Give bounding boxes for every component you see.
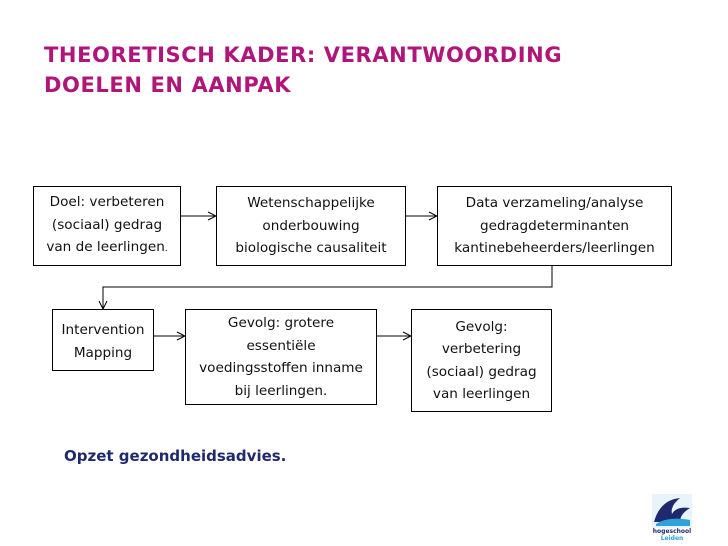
slide-title-line-2: DOELEN EN AANPAK bbox=[44, 73, 292, 97]
slide-title-line-1: THEORETISCH KADER: VERANTWOORDING bbox=[44, 43, 563, 67]
logo-place: Leiden bbox=[660, 535, 684, 542]
flow-box-data-collection: Data verzameling/analyse gedragdeterminanten kantinebeheerders/leerlingen bbox=[437, 186, 672, 266]
logo-text bbox=[640, 528, 704, 542]
flow-box-nutrient-intake: Gevolg: grotere essentiële voedingsstoffen inname bij leerlingen. bbox=[185, 309, 377, 405]
flow-box-intervention-mapping: Intervention Mapping bbox=[52, 309, 154, 371]
footnote-text: Opzet gezondheidsadvies. bbox=[64, 447, 287, 465]
flow-box-behavior-improvement: Gevolg: verbetering (sociaal) gedrag van leerlingen bbox=[411, 309, 552, 412]
logo-name: hogeschool bbox=[652, 528, 692, 535]
flow-box-scientific-basis: Wetenschappelijke onderbouwing biologische causaliteit bbox=[216, 186, 406, 266]
flow-box-goal: Doel: verbeteren (sociaal) gedrag van de leerlingen. bbox=[33, 186, 181, 266]
arrow-box3-to-box4 bbox=[103, 266, 552, 309]
